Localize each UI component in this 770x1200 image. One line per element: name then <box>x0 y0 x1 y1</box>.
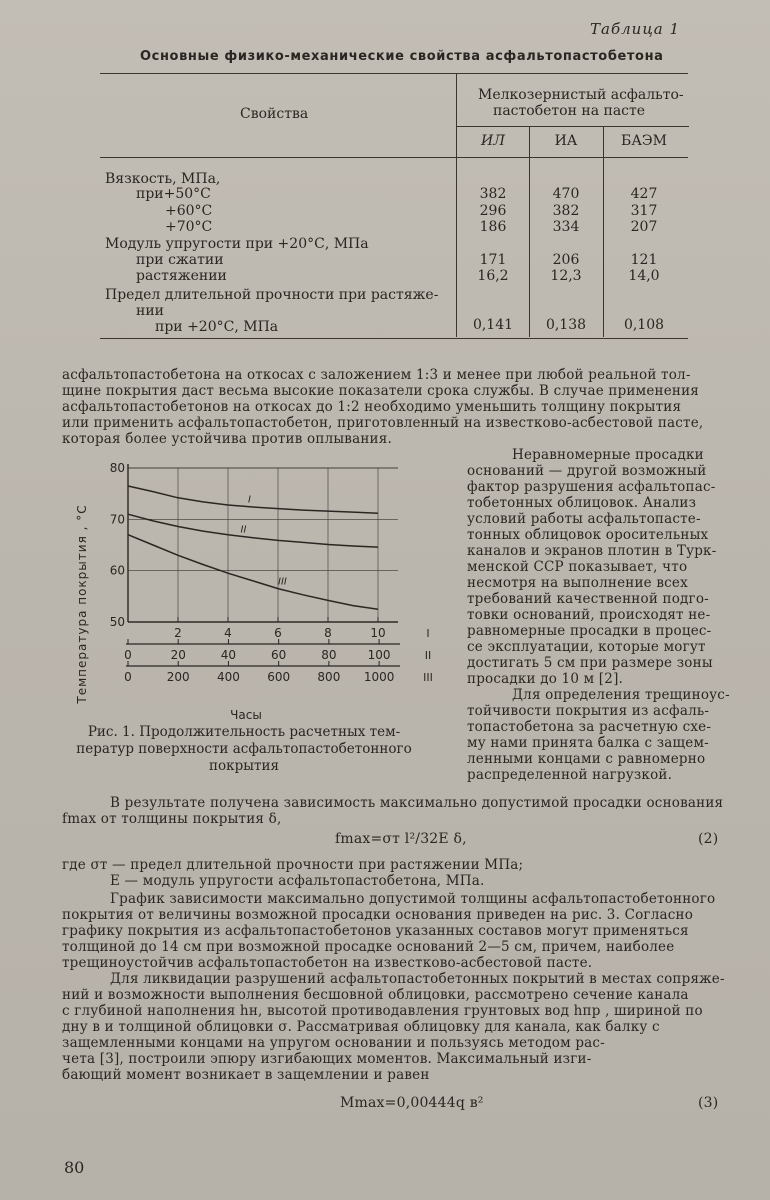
text-line: Для определения трещиноус- <box>512 687 730 703</box>
table-cell: 382 <box>552 203 580 219</box>
table-row-label: при+50°С <box>136 186 211 202</box>
table-header-bottom-rule <box>100 157 688 158</box>
table-row-label: растяжении <box>136 268 227 284</box>
series-label: III <box>278 576 287 588</box>
text-line: достигать 5 см при размере зоны <box>467 655 713 671</box>
table-row-label: +70°С <box>165 219 213 235</box>
text-line: асфальтопастобетонов на откосах до 1:2 необходимо уменьшить толщину покрытия <box>62 399 682 415</box>
table-cell: 206 <box>552 252 580 268</box>
caption-line: ператур поверхности асфальтопастобетонного <box>76 741 412 757</box>
table-header-group: Мелкозернистый асфальто- <box>478 87 684 103</box>
text-line: В результате получена зависимость максимально допустимой просадки основания <box>110 795 724 811</box>
table-cell: 334 <box>552 219 580 235</box>
x-tick-label: 600 <box>267 670 291 684</box>
text-line: условий работы асфальтопасте- <box>467 511 701 527</box>
text-line: оснований — другой возможный <box>467 463 707 479</box>
table-cell: 0,138 <box>545 317 587 333</box>
table-title: Основные физико-механические свойства асфальтопастобетона <box>140 49 664 64</box>
text-line: или применить асфальтопастобетон, приготовленный на известково-асбестовой пасте, <box>62 415 704 431</box>
x-tick-label: 20 <box>170 648 186 662</box>
table-cell: 296 <box>479 203 507 219</box>
y-tick-label: 60 <box>109 563 125 578</box>
x-scale-name: III <box>423 671 433 684</box>
text-line: тойчивости покрытия из асфаль- <box>467 703 710 719</box>
table-row-label: при сжатии <box>136 252 224 268</box>
series-line-I <box>128 486 378 513</box>
chart-x-label: Часы <box>230 708 262 722</box>
x-tick-label: 80 <box>321 648 337 662</box>
table-cell: 171 <box>479 252 507 268</box>
series-label: II <box>240 524 247 536</box>
table-cell: 121 <box>630 252 658 268</box>
page-number: 80 <box>64 1158 85 1177</box>
text-line: тобетонных облицовок. Анализ <box>467 495 697 511</box>
x-tick-label: 10 <box>370 626 386 640</box>
text-line: E — модуль упругости асфальтопастобетона, МПа. <box>110 873 485 889</box>
x-tick-label: 100 <box>367 648 391 662</box>
text-line: несмотря на выполнение всех <box>467 575 688 591</box>
text-line: менской ССР показывает, что <box>467 559 688 575</box>
text-line: графику покрытия из асфальтопастобетонов указанных составов могут применяться <box>62 923 689 939</box>
table-cell: 12,3 <box>550 268 582 284</box>
table-col-header: БАЭМ <box>621 133 667 149</box>
text-line: Для ликвидации разрушений асфальтопастобетонных покрытий в местах сопряже- <box>110 971 725 987</box>
text-line: которая более устойчива против оплывания. <box>62 431 392 447</box>
text-line: бающий момент возникает в защемлении и равен <box>62 1067 430 1083</box>
table-cell: 207 <box>630 219 658 235</box>
table-row-label: Модуль упругости при +20°С, МПа <box>105 236 369 252</box>
x-tick-label: 4 <box>224 626 232 640</box>
text-line: фактор разрушения асфальтопас- <box>467 479 716 495</box>
x-scale-name: II <box>424 649 432 662</box>
caption-line: покрытия <box>209 758 279 774</box>
table-col-divider <box>456 73 457 337</box>
text-line: каналов и экранов плотин в Турк- <box>467 543 717 559</box>
formula-number: (3) <box>698 1095 719 1111</box>
text-line: ний и возможности выполнения бесшовной облицовки, рассмотрено сечение канала <box>62 987 689 1003</box>
table-subheader-rule <box>457 126 689 127</box>
table-bottom-rule <box>100 338 688 339</box>
chart-grid <box>128 464 398 622</box>
text-line: топастобетона за расчетную схе- <box>467 719 712 735</box>
table-header-properties: Свойства <box>240 106 309 122</box>
table-row-label: Вязкость, МПа, <box>105 171 221 187</box>
x-tick-label: 400 <box>216 670 240 684</box>
x-tick-label: 2 <box>174 626 182 640</box>
x-tick-label: 800 <box>317 670 341 684</box>
figure-caption <box>58 724 430 775</box>
x-scale-name: I <box>426 627 430 640</box>
series-label: I <box>248 494 251 506</box>
table-cell: 382 <box>479 186 507 202</box>
text-line: му нами принята балка с защем- <box>467 735 709 751</box>
table-cell: 186 <box>479 219 507 235</box>
y-tick-label: 80 <box>109 461 125 475</box>
text-line: требований качественной подго- <box>467 591 709 607</box>
chart-series <box>128 486 378 609</box>
x-tick-label: 40 <box>220 648 237 662</box>
table-cell: 0,108 <box>623 317 665 333</box>
text-line: трещиноустойчив асфальтопастобетон на известково-асбестовой пасте. <box>62 955 593 971</box>
table-cell: 16,2 <box>477 268 509 284</box>
x-tick-label: 200 <box>166 670 190 684</box>
text-line: тонных облицовок оросительных <box>467 527 709 543</box>
table-row-label: нии <box>136 303 164 319</box>
table-cell: 317 <box>630 203 658 219</box>
table-col-header: ИЛ <box>481 133 505 149</box>
y-tick-label: 70 <box>109 512 125 527</box>
text-line: График зависимости максимально допустимой толщины асфальтопастобетонного <box>110 891 716 907</box>
text-line: просадки до 10 м [2]. <box>467 671 624 687</box>
text-line: щине покрытия даст весьма высокие показатели срока службы. В случае применения <box>62 383 700 399</box>
x-tick-label: 60 <box>271 648 287 662</box>
table-cell: 0,141 <box>472 317 514 333</box>
text-line: толщиной до 14 см при возможной просадке оснований 2—5 см, причем, наиболее <box>62 939 675 955</box>
text-line: се эксплуатации, которые могут <box>467 639 706 655</box>
text-line: fmax от толщины покрытия δ, <box>62 811 282 827</box>
text-line: Неравномерные просадки <box>512 447 704 463</box>
chart-x-axes <box>124 617 433 684</box>
text-line: ленными концами с равномерно <box>467 751 706 767</box>
table-header-group: пастобетон на пасте <box>493 103 646 119</box>
caption-line: Рис. 1. Продолжительность расчетных тем- <box>87 724 401 740</box>
text-line: товки оснований, происходят не- <box>467 607 711 623</box>
formula: fmax=σт l²/32E δ, <box>335 831 467 847</box>
figure-chart <box>60 452 460 732</box>
table-label: Таблица 1 <box>590 20 681 38</box>
x-tick-label: 6 <box>274 626 282 640</box>
text-line: защемленными концами на упругом основании и пользуясь методом рас- <box>62 1035 605 1051</box>
table-col-divider <box>603 127 604 337</box>
chart-y-ticks <box>110 461 125 629</box>
x-tick-label: 0 <box>124 648 132 662</box>
table-col-header: ИА <box>554 133 578 149</box>
table-cell: 427 <box>630 186 658 202</box>
text-line: дну в и толщиной облицовки σ. Рассматривая облицовку для канала, как балку с <box>62 1019 660 1035</box>
x-tick-label: 0 <box>124 670 132 684</box>
x-tick-label: 8 <box>324 626 332 640</box>
table-top-rule <box>100 73 688 74</box>
text-line: покрытия от величины возможной просадки основания приведен на рис. 3. Согласно <box>62 907 694 923</box>
table-row-label: +60°С <box>165 203 213 219</box>
table-cell: 14,0 <box>628 268 660 284</box>
text-line: где σт — предел длительной прочности при растяжении МПа; <box>62 857 524 873</box>
table-row-label: Предел длительной прочности при растяже- <box>105 287 439 303</box>
formula: Mmax=0,00444q в² <box>340 1095 484 1111</box>
table-row-label: при +20°С, МПа <box>155 319 279 335</box>
text-line: распределенной нагрузкой. <box>467 767 673 783</box>
x-tick-label: 1000 <box>363 670 395 684</box>
text-line: чета [3], построили эпюру изгибающих моментов. Максимальный изги- <box>62 1051 592 1067</box>
table-col-divider <box>529 127 530 337</box>
formula-number: (2) <box>698 831 719 847</box>
y-tick-label: 50 <box>109 615 125 629</box>
text-line: асфальтопастобетона на откосах с заложением 1:3 и менее при любой реальной тол- <box>62 367 691 383</box>
chart-y-label: Температура покрытия , °С <box>75 504 89 704</box>
table-cell: 470 <box>552 186 580 202</box>
text-line: с глубиной наполнения hн, высотой противодавления грунтовых вод hпр , шириной по <box>62 1003 703 1019</box>
text-line: равномерные просадки в процес- <box>467 623 712 639</box>
